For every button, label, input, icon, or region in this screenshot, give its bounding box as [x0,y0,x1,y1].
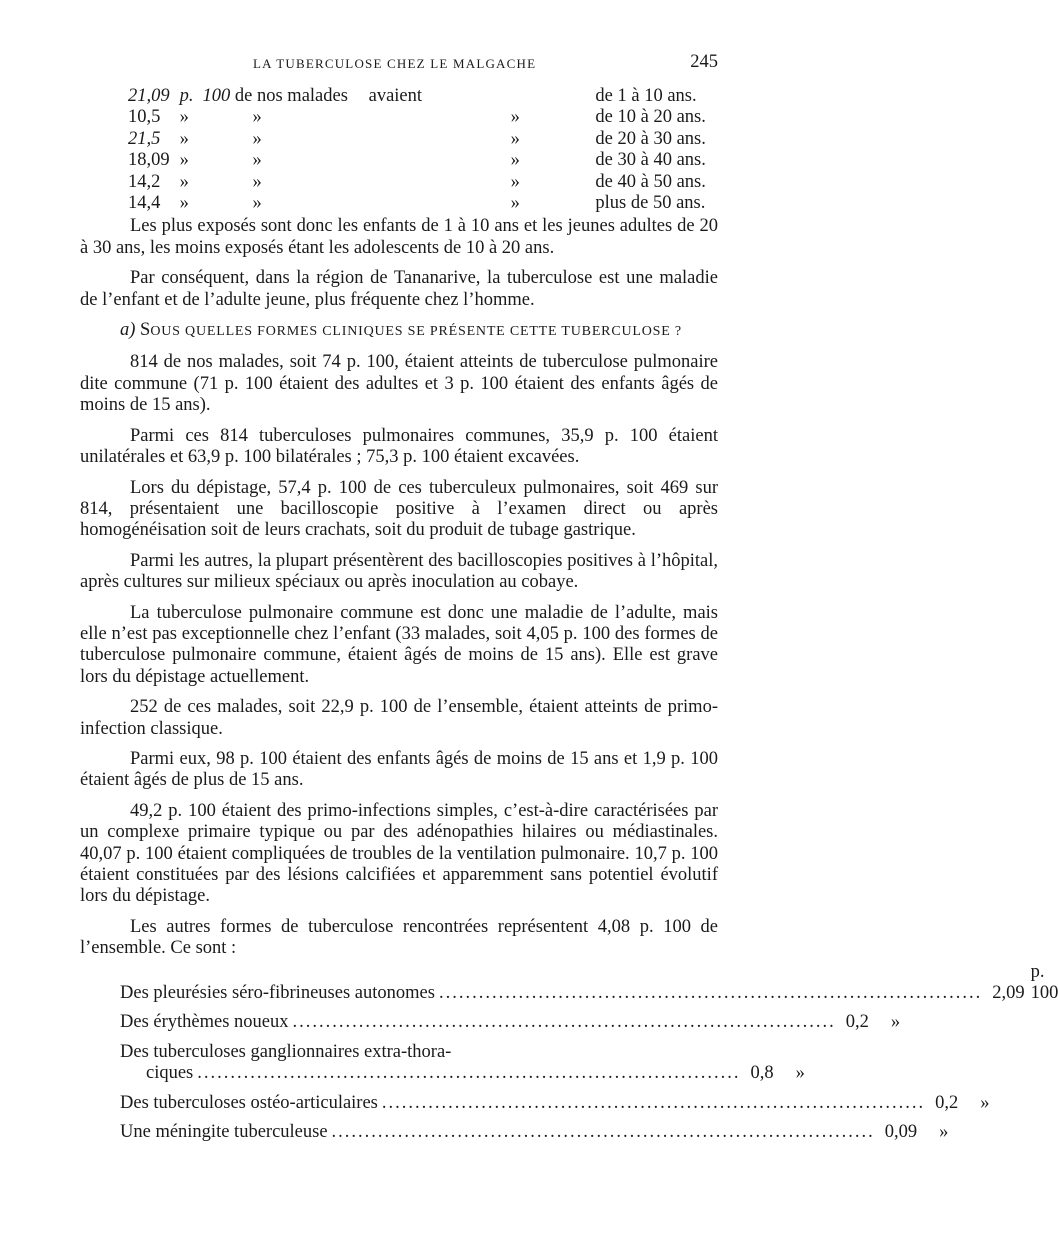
form-unit: » [795,1063,805,1084]
age-p-marker: » [179,150,189,171]
age-verb: » [510,150,520,171]
form-unit: » [939,1122,949,1143]
form-label [120,1042,741,1085]
form-unit: p. 100 [1030,961,1058,1004]
age-p-marker: » [179,171,189,192]
heading-smallcaps: OUS QUELLES FORMES CLINIQUES SE PRÉSENTE CETTE TUBERCULOSE ? [150,324,682,340]
dot-leader: .................................................................................. [331,1122,875,1143]
age-row [128,193,718,214]
age-subject [203,129,369,150]
paragraph-8: 252 de ces malades, soit 22,9 p. 100 de l’ensemble, étaient atteints de primo-infection classique. [80,697,718,739]
paragraph-9: Parmi eux, 98 p. 100 étaient des enfants âgés de moins de 15 ans et 1,9 p. 100 étaient âgés de plus de 15 ans. [80,748,718,791]
form-row [120,1092,990,1114]
page-header [0,54,800,78]
other-forms-list [120,961,1058,1144]
form-label [120,1122,875,1143]
age-verb: » [510,171,520,192]
paragraph-3: 814 de nos malades, soit 74 p. 100, étaient atteints de tuberculose pulmonaire dite commune (71 p. 100 étaient des adultes et 3 p. 100 étaient des enfants âgés de moins de 15 ans). [80,352,718,416]
form-value: 0,2 [845,1012,869,1033]
age-subject [203,172,369,193]
age-p-marker: » [179,128,189,149]
age-range: plus de 50 ans. [595,193,706,214]
age-row [128,86,718,107]
paragraph-10: 49,2 p. 100 étaient des primo-infections simples, c’est-à-dire caractérisées par un complexe primaire typique ou par des adénopathies hilaires ou médiastinales. 40,07 p. 100 étaient compliquées de troubles de la ventilation pulmonaire. 10,7 p. 100 étaient constituées par des lésions calcifiées et apparemment sans potentiel évolutif lors du dépistage. [80,800,718,907]
dot-leader: .................................................................................. [197,1063,741,1084]
age-subject [203,107,369,128]
dot-leader: .................................................................................. [292,1012,836,1033]
paragraph-11: Les autres formes de tuberculose rencontrées représentent 4,08 p. 100 de l’ensemble. Ce sont : [80,916,718,959]
form-label-text: Des tuberculoses ostéo-articulaires [120,1092,378,1113]
age-range: de 1 à 10 ans. [595,86,697,106]
running-title: LA TUBERCULOSE CHEZ LE MALGACHE [253,56,537,71]
form-value: 0,8 [750,1063,774,1084]
form-label-text: Des pleurésies séro-fibrineuses autonomes [120,983,435,1004]
age-subject [203,86,369,107]
paragraph-1: Les plus exposés sont donc les enfants de 1 à 10 ans et les jeunes adultes de 20 à 30 ans, les moins exposés étant les adolescents de 10 à 20 ans. [80,216,718,258]
age-distribution-table [128,86,718,214]
age-percent: 14,4 [128,193,161,214]
age-subject-ditto: » [252,107,262,128]
age-range: de 40 à 50 ans. [595,171,706,192]
heading-letter: a) [120,320,136,341]
age-range: de 20 à 30 ans. [595,128,706,149]
body-text [80,86,1058,1151]
age-row [128,107,718,128]
form-label [120,983,982,1004]
age-subject-ditto: » [252,150,262,171]
form-unit: » [890,1012,901,1033]
age-p-marker: » [179,107,189,128]
age-p-marker: p. [179,86,194,106]
age-row [128,150,718,171]
form-row [120,1012,901,1033]
form-value: 2,09 [992,983,1025,1004]
form-value: 0,2 [935,1092,959,1113]
age-subject-ditto: » [252,171,262,192]
form-value: 0,09 [884,1122,918,1143]
paragraph-2: Par conséquent, dans la région de Tananarive, la tuberculose est une maladie de l’enfant et de l’adulte jeune, plus fréquente chez l’homme. [80,268,718,310]
age-hundred: 100 [202,86,231,106]
form-label-line1: Des tuberculoses ganglionnaires extra-thora- [120,1041,452,1062]
age-range: de 30 à 40 ans. [595,150,706,171]
form-row [120,1041,805,1085]
age-percent: 18,09 [128,150,170,171]
age-subject-text: de nos malades [234,86,348,106]
section-heading [80,320,718,342]
dot-leader: .................................................................................. [438,983,983,1004]
age-subject [203,150,369,171]
age-verb: » [510,107,520,128]
age-percent: 10,5 [128,107,161,128]
age-row [128,129,718,150]
paragraph-6: Parmi les autres, la plupart présentèrent des bacilloscopies positives à l’hôpital, après cultures sur milieux spéciaux ou après inoculation au cobaye. [80,550,718,593]
form-label-text: Une méningite tuberculeuse [120,1122,328,1143]
form-label-text: Des érythèmes noueux [120,1012,289,1033]
age-subject [203,193,369,214]
age-percent: 21,5 [128,128,161,149]
paragraph-4: Parmi ces 814 tuberculoses pulmonaires communes, 35,9 p. 100 étaient unilatérales et 63,9 p. 100 bilatérales ; 75,3 p. 100 étaient excavées. [80,425,718,468]
form-row [120,1122,949,1143]
form-row [120,961,1058,1005]
form-unit: » [980,1092,990,1113]
paragraph-5: Lors du dépistage, 57,4 p. 100 de ces tuberculeux pulmonaires, soit 469 sur 814, présentaient une bacilloscopie positive à l’examen direct ou après homogénéisation soit de leurs crachats, soit du produit de tubage gastrique. [80,477,718,541]
age-range: de 10 à 20 ans. [595,107,706,128]
age-subject-ditto: » [252,193,262,214]
age-p-marker: » [179,193,189,214]
form-label-line2: ciques [146,1063,194,1084]
age-verb: » [510,193,520,214]
form-label [120,1012,836,1033]
form-label [120,1093,925,1114]
age-percent: 21,09 [128,86,170,106]
heading-initial: S [140,320,151,341]
age-verb: avaient [368,86,423,106]
age-subject-ditto: » [252,128,262,149]
dot-leader: .................................................................................. [381,1092,926,1113]
age-row [128,172,718,193]
paragraph-7: La tuberculose pulmonaire commune est donc une maladie de l’adulte, mais elle n’est pas exceptionnelle chez l’enfant (33 malades, soit 4,05 p. 100 des formes de tuberculose pulmonaire commune, étaient âgés de moins de 15 ans). Elle est grave lors du dépistage actuellement. [80,602,718,687]
age-verb: » [510,128,520,149]
age-percent: 14,2 [128,171,161,192]
page-number: 245 [690,52,718,72]
